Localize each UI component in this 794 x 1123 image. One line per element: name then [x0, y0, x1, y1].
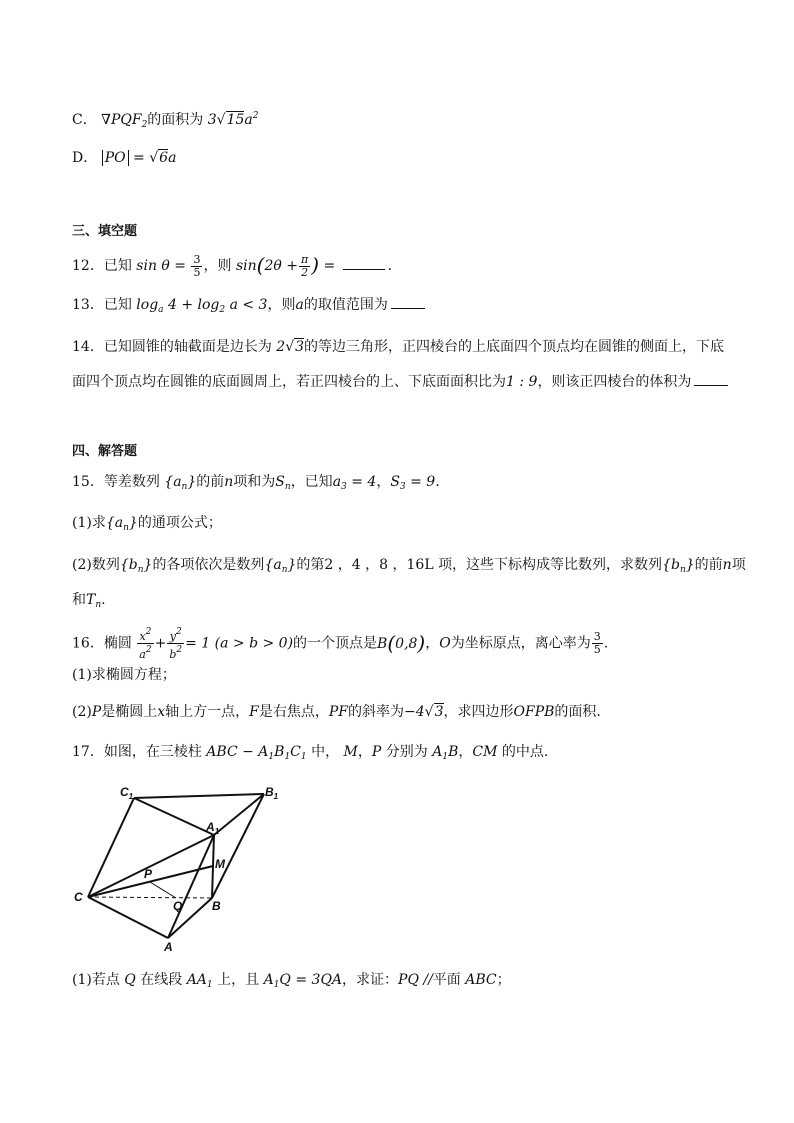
edge-b1b: [212, 794, 264, 898]
math-expression: sin(2θ + $\frac{\pi}{2}$ ) =: [235, 252, 336, 279]
question-number: 14．: [72, 339, 104, 355]
question-number: 15．: [72, 474, 104, 490]
math-expression: n: [224, 474, 234, 490]
math-expression: $S_3 = 9$: [390, 474, 436, 492]
question-text: ，则: [203, 258, 232, 274]
answer-blank: [391, 296, 425, 309]
label-q: Q: [173, 899, 183, 913]
math-expression: OFPB: [513, 704, 555, 720]
fraction: $\frac{3}{5}$: [593, 630, 601, 656]
fraction: $\frac{3}{5}$: [193, 252, 201, 279]
question-number: 12．: [72, 258, 104, 274]
question-text: ，则: [267, 297, 296, 313]
question-number: 16．: [72, 635, 104, 652]
section-title-fill-in: 三、填空题: [72, 224, 138, 239]
question-15: 15．等差数列 $\{a_n\}$的前n项和为$S_n$，已知$a_3 = 4$，$S_3 = 9$.: [72, 474, 440, 492]
option-c: [72, 106, 259, 135]
answer-blank: [343, 257, 385, 270]
question-text: ，求四边形: [443, 704, 514, 720]
question-text: (2)数列: [72, 557, 120, 573]
math-expression: sin θ =: [136, 258, 187, 274]
math-expression: n: [722, 557, 732, 573]
math-expression: $3√15a^2$: [207, 111, 259, 128]
question-text: 平面: [432, 972, 461, 988]
question-17-part-1: (1)若点 Q 在线段 $AA_1$ 上，且 $A_1Q = 3QA$，求证：PQ //平面 ABC；: [72, 972, 511, 990]
math-expression: PQ //: [398, 972, 433, 988]
math-expression: PF: [328, 704, 349, 720]
question-text: (1)若点: [72, 972, 120, 988]
question-14-line-1: [72, 337, 724, 357]
question-text: ，: [376, 474, 391, 490]
edge-c1c: [88, 798, 134, 897]
question-text: 是右焦点，: [258, 704, 329, 720]
question-16: 16．椭圆 $\frac{x^2}{a^2}$ + $\frac{y^2}{b^2}$ = 1 (a > b > 0)的一个顶点是B(0,8)，O为坐标原点，离心率为 $\frac{3}{5}$ .: [72, 627, 609, 661]
math-expression: = 1 (a > b > 0): [185, 635, 294, 652]
question-17: [72, 742, 548, 767]
question-text: 已知圆锥的轴截面是边长为: [103, 339, 272, 355]
question-text: 的取值范围为: [303, 297, 388, 313]
math-expression: −4√3: [404, 704, 444, 720]
question-16-part-2: [72, 702, 601, 722]
math-expression: $T_n$: [86, 592, 102, 610]
fraction: $\frac{x^2}{a^2}$: [139, 627, 152, 661]
edge-c1b1: [134, 794, 264, 798]
triangular-prism-figure: [72, 780, 292, 955]
edge-c1a1: [134, 798, 214, 835]
label-a: A: [164, 940, 173, 954]
math-expression: CM: [472, 744, 498, 760]
question-text: 的中点.: [501, 744, 549, 760]
math-expression: $\log_a 4 + \log_2 a < 3$: [136, 297, 268, 315]
math-expression: $\{b_n\}$: [662, 557, 695, 575]
math-expression: $A_1Q = 3QA$: [263, 972, 343, 990]
question-text: 分别为: [385, 744, 428, 760]
segment-pq: [150, 882, 176, 898]
math-expression: $a_3 = 4$: [332, 474, 377, 492]
question-text: 等差数列: [103, 474, 160, 490]
edge-cb-hidden: [88, 897, 212, 898]
question-text: 2 ，4 ，8 ，16: [324, 557, 425, 573]
question-text: 的斜率为: [348, 704, 405, 720]
math-expression: O: [439, 635, 451, 652]
option-c-label: C．: [72, 112, 97, 128]
math-expression: M: [343, 744, 358, 760]
label-b: B: [212, 899, 221, 913]
question-number: 13．: [72, 297, 104, 313]
edge-b1a1: [214, 794, 264, 835]
question-text: 的第: [296, 557, 325, 573]
question-text: 的等边三角形，正四棱台的上底面四个顶点均在圆锥的侧面上，下底: [304, 339, 725, 355]
label-p: P: [144, 867, 153, 881]
question-text: 的各项依次是数列: [152, 557, 265, 573]
question-15-part-2-continued: 和$T_n$.: [72, 592, 106, 610]
math-expression: 2√3: [276, 339, 305, 355]
label-c1: $C_1$: [120, 785, 134, 801]
math-expression: $AA_1$: [186, 972, 213, 990]
edge-a1a: [168, 835, 214, 938]
section-title-answer: 四、解答题: [72, 444, 138, 459]
question-16-part-1: (1)求椭圆方程；: [72, 667, 176, 683]
question-text: (1)求: [72, 515, 106, 531]
math-expression: x: [157, 704, 166, 720]
question-13: [72, 295, 428, 320]
question-text: 上，且: [217, 972, 260, 988]
math-expression: $\nabla PQF_2$: [101, 112, 148, 130]
question-text: 的面积.: [554, 704, 601, 720]
question-text: 已知: [103, 258, 132, 274]
label-b1: $B_1$: [265, 785, 279, 801]
math-expression: $S_n$: [275, 474, 291, 492]
math-expression: B(0,8): [377, 630, 426, 655]
option-d: [72, 148, 176, 168]
question-text: ，: [425, 635, 440, 652]
math-expression: ABC − $A_1B_1C_1$: [206, 744, 307, 762]
math-expression: Q: [124, 972, 136, 988]
question-text: 如图，在三棱柱: [103, 744, 202, 760]
math-expression: $A_1B$: [432, 744, 459, 762]
question-text: ，: [357, 744, 372, 760]
label-a1: $A_1$: [206, 820, 220, 836]
math-expression: PO = √6a: [102, 149, 177, 166]
question-text: ，求证：: [342, 972, 399, 988]
label-m: M: [215, 857, 225, 871]
question-text: 面四个顶点均在圆锥的底面圆周上，若正四棱台的上、下底面面积比为: [72, 374, 506, 390]
question-text: 已知: [103, 297, 132, 313]
edge-ca1: [88, 835, 214, 897]
answer-blank: [694, 373, 728, 386]
math-expression: P: [91, 704, 102, 720]
question-15-part-1: [72, 513, 222, 538]
question-text: 的前: [694, 557, 723, 573]
question-14-line-2: [72, 372, 731, 392]
math-expression: $\{a_n\}$: [105, 515, 138, 533]
edge-ca: [88, 897, 168, 938]
question-text: 在线段: [140, 972, 183, 988]
question-text: 项，这些下标构成等比数列，求数列: [438, 557, 663, 573]
option-d-label: D．: [72, 150, 98, 166]
question-text: 的通项公式；: [137, 515, 222, 531]
option-c-text: 的面积为: [147, 112, 204, 128]
question-text: 轴上方一点，: [165, 704, 250, 720]
question-text: ，已知: [290, 474, 333, 490]
question-text: 是椭圆上: [101, 704, 158, 720]
question-text: ，则该正四棱台的体积为: [537, 374, 692, 390]
question-text: 和: [72, 592, 86, 608]
question-text: ，: [458, 744, 473, 760]
question-text: 中，: [311, 744, 340, 760]
question-text: 的前: [196, 474, 225, 490]
question-12: [72, 252, 402, 279]
question-text: 为坐标原点，离心率为: [450, 635, 591, 652]
question-text: 项: [731, 557, 746, 573]
question-text: 项和为: [233, 474, 276, 490]
math-expression: $\{b_n\}$: [119, 557, 153, 575]
question-15-part-2: (2)数列$\{b_n\}$的各项依次是数列$\{a_n\}$的第2 ，4 ，8 ，16L 项，这些下标构成等比数列，求数列$\{b_n\}$的前n项: [72, 557, 746, 575]
math-expression: F: [249, 704, 259, 720]
math-expression: $\{a_n\}$: [264, 557, 297, 575]
question-number: 17．: [72, 744, 104, 760]
math-expression: a: [295, 297, 304, 313]
math-expression: ABC: [465, 972, 497, 988]
math-expression: 1 : 9: [506, 374, 538, 390]
question-text: 椭圆: [103, 635, 132, 652]
fraction: $\frac{y^2}{b^2}$: [169, 627, 183, 661]
math-expression: P: [371, 744, 382, 760]
question-text: 的一个顶点是: [293, 635, 378, 652]
question-text: (2): [72, 704, 92, 720]
math-expression: $\{a_n\}$: [164, 474, 197, 492]
question-text: ．: [387, 258, 402, 274]
label-c: C: [74, 890, 83, 904]
